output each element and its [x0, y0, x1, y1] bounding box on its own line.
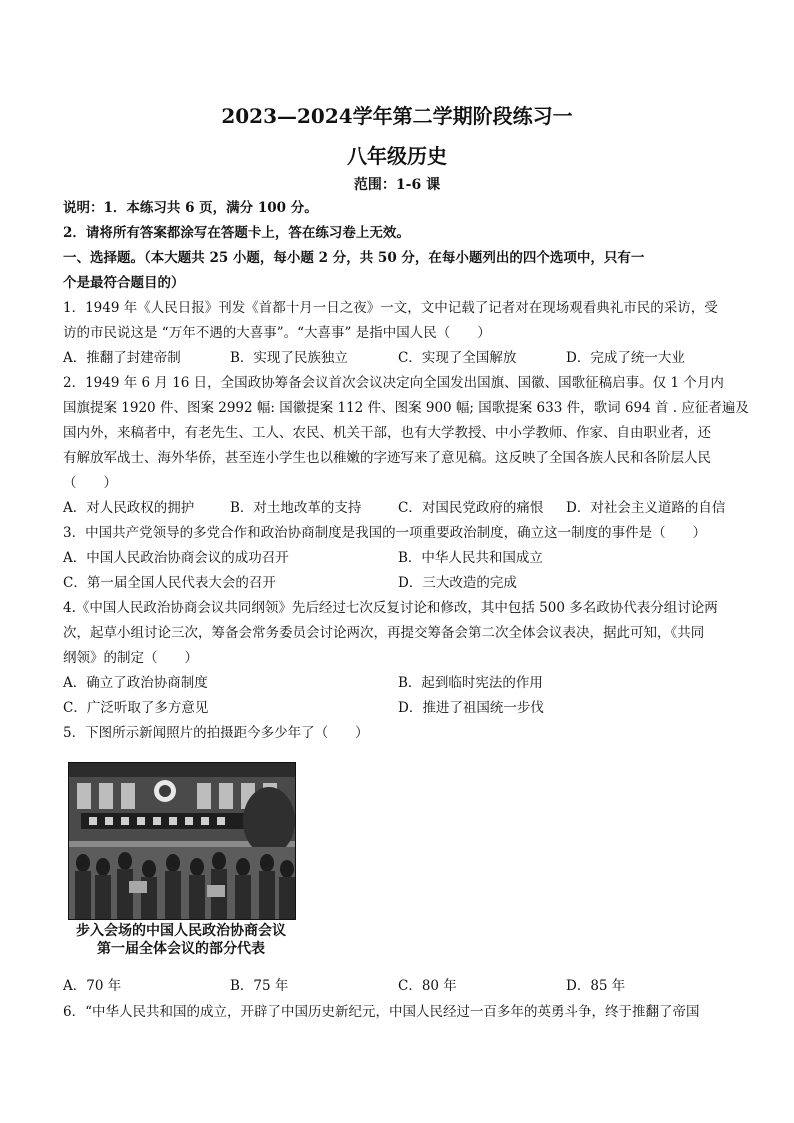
section-heading-line-2: 个是最符合题目的）	[63, 275, 185, 291]
photo-caption-line-2: 第一届全体会议的部分代表	[97, 941, 265, 957]
question-1-line-2: 访的市民说这是 “万年不遇的大喜事”。“大喜事” 是指中国人民（ ）	[63, 325, 491, 341]
question-2-option-c: C．对国民党政府的痛恨	[398, 500, 544, 516]
question-1-option-d: D．完成了统一大业	[566, 350, 685, 366]
instruction-line-1: 说明：1．本练习共 6 页，满分 100 分。	[63, 200, 318, 216]
question-1-option-a: A．推翻了封建帝制	[63, 350, 181, 366]
question-3-option-a: A．中国人民政治协商会议的成功召开	[63, 550, 289, 566]
question-4-line-1: 4.《中国人民政治协商会议共同纲领》先后经过七次反复讨论和修改，其中包括 500 多名政协代表分组讨论两	[63, 600, 718, 616]
question-4-option-c: C．广泛听取了多方意见	[63, 700, 209, 716]
question-1-option-c: C．实现了全国解放	[398, 350, 517, 366]
exam-title: 2023—2024学年第二学期阶段练习一	[221, 104, 573, 128]
question-3-option-d: D．三大改造的完成	[398, 575, 517, 591]
question-2-option-d: D．对社会主义道路的自信	[566, 500, 726, 516]
question-4-line-3: 纲领》的制定（ ）	[63, 650, 198, 666]
question-2-line-4: 有解放军战士、海外华侨，甚至连小学生也以稚嫩的字迹写来了意见稿。这反映了全国各族人民和各阶层人民	[63, 450, 711, 466]
question-2-line-2: 国旗提案 1920 件、图案 2992 幅: 国徽提案 112 件、图案 900 幅; 国歌提案 633 件，歌词 694 首 . 应征者遍及	[63, 400, 749, 416]
question-6-line-1: 6．“中华人民共和国的成立，开辟了中国历史新纪元，中国人民经过一百多年的英勇斗争，终于推翻了帝国	[63, 1004, 700, 1020]
photo-caption-line-1: 步入会场的中国人民政治协商会议	[76, 923, 286, 939]
news-photo-illustration	[69, 763, 295, 919]
question-5-line-1: 5．下图所示新闻照片的拍摄距今多少年了（ ）	[63, 725, 369, 741]
question-5-option-a: A．70 年	[63, 978, 122, 994]
question-2-line-5: （ ）	[63, 475, 117, 491]
question-3-option-c: C．第一届全国人民代表大会的召开	[63, 575, 276, 591]
question-2-line-1: 2．1949 年 6 月 16 日，全国政协筹备会议首次会议决定向全国发出国旗、国徽、国歌征稿启事。仅 1 个月内	[63, 375, 724, 391]
question-4-option-a: A．确立了政治协商制度	[63, 675, 208, 691]
question-2-line-3: 国内外，来稿者中，有老先生、工人、农民、机关干部，也有大学教授、中小学教师、作家、自由职业者，还	[63, 425, 711, 441]
question-1-option-b: B．实现了民族独立	[230, 350, 348, 366]
news-photo	[68, 762, 296, 920]
exam-scope: 范围：1-6 课	[353, 177, 441, 193]
question-3-option-b: B．中华人民共和国成立	[398, 550, 543, 566]
question-3-line-1: 3．中国共产党领导的多党合作和政治协商制度是我国的一项重要政治制度，确立这一制度的事件是（ ）	[63, 525, 707, 541]
question-5-option-d: D．85 年	[566, 978, 626, 994]
instruction-line-2: 2．请将所有答案都涂写在答题卡上，答在练习卷上无效。	[63, 225, 410, 241]
exam-subject: 八年级历史	[347, 144, 447, 168]
question-4-option-b: B．起到临时宪法的作用	[398, 675, 543, 691]
section-heading-line-1: 一、选择题。（本大题共 25 小题，每小题 2 分，共 50 分，在每小题列出的四个选项中，只有一	[63, 250, 645, 266]
question-5-option-c: C．80 年	[398, 978, 457, 994]
question-1-line-1: 1．1949 年《人民日报》刊发《首都十月一日之夜》一文，文中记载了记者对在现场观看典礼市民的采访，受	[63, 300, 718, 316]
question-2-option-a: A．对人民政权的拥护	[63, 500, 195, 516]
question-4-option-d: D．推进了祖国统一步伐	[398, 700, 544, 716]
question-2-option-b: B．对土地改革的支持	[230, 500, 362, 516]
question-4-line-2: 次，起草小组讨论三次，筹备会常务委员会讨论两次，再提交筹备会第二次全体会议表决，据此可知，《共同	[63, 625, 705, 641]
question-5-option-b: B．75 年	[230, 978, 289, 994]
